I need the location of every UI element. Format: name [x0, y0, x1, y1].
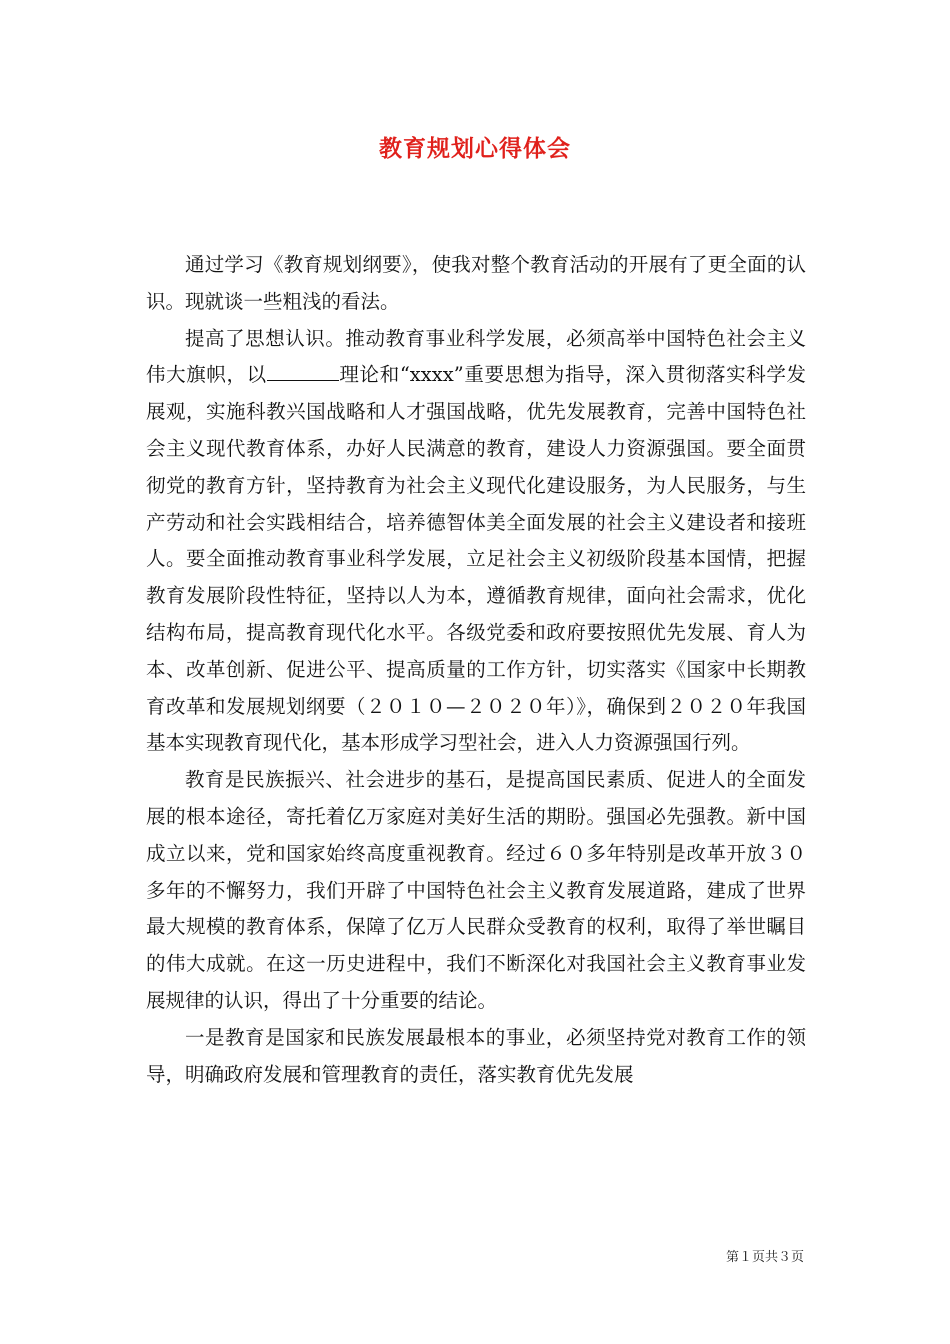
paragraph-thought-part-2: 理论和“xxxx”重要思想为指导，深入贯彻落实科学发展观，实施科教兴国战略和人才强国战略，优先发展教育，完善中国特色社会主义现代教育体系，办好人民满意的教育，建设人力资源强国。要全面贯彻党的教育方针，坚持教育为社会主义现代化建设服务，为人民服务，与生产劳动和社会实践相结合，培养德智体美全面发展的社会主义建设者和接班人。要全面推动教育事业科学发展，立足社会主义初级阶段基本国情，把握教育发展阶段性特征，坚持以人为本，遵循教育规律，面向社会需求，优化结构布局，提高教育现代化水平。各级党委和政府要按照优先发展、育人为本、改革创新、促进公平、提高质量的工作方针，切实落实《国家中长期教育改革和发展规划纲要（２０１０—２０２０年）》，确保到２０２０年我国基本实现教育现代化，基本形成学习型社会，进入人力资源强国行列。 — [146, 363, 806, 755]
paragraph-foundation: 教育是民族振兴、社会进步的基石，是提高国民素质、促进人的全面发展的根本途径，寄托着亿万家庭对美好生活的期盼。强国必先强教。新中国成立以来，党和国家始终高度重视教育。经过６０多年特别是改革开放３０多年的不懈努力，我们开辟了中国特色社会主义教育发展道路，建成了世界最大规模的教育体系，保障了亿万人民群众受教育的权利，取得了举世瞩目的伟大成就。在这一历史进程中，我们不断深化对我国社会主义教育事业发展规律的认识，得出了十分重要的结论。 — [146, 768, 806, 1012]
document-body — [146, 247, 806, 1093]
document-title: 教育规划心得体会 — [379, 135, 571, 162]
paragraph-intro: 通过学习《教育规划纲要》，使我对整个教育活动的开展有了更全面的认识。现就谈一些粗浅的看法。 — [146, 253, 806, 313]
paragraph-point-one: 一是教育是国家和民族发展最根本的事业，必须坚持党对教育工作的领导，明确政府发展和管理教育的责任，落实教育优先发展 — [146, 1025, 806, 1086]
paragraph-thought — [146, 321, 806, 763]
page-number: 第１页共３页 — [725, 1250, 804, 1265]
paragraph-thought-part-1: 提高了思想认识。推动教育事业科学发展，必须高举中国特色社会主义伟大旗帜，以 — [146, 326, 806, 387]
fill-in-blank — [267, 360, 339, 381]
